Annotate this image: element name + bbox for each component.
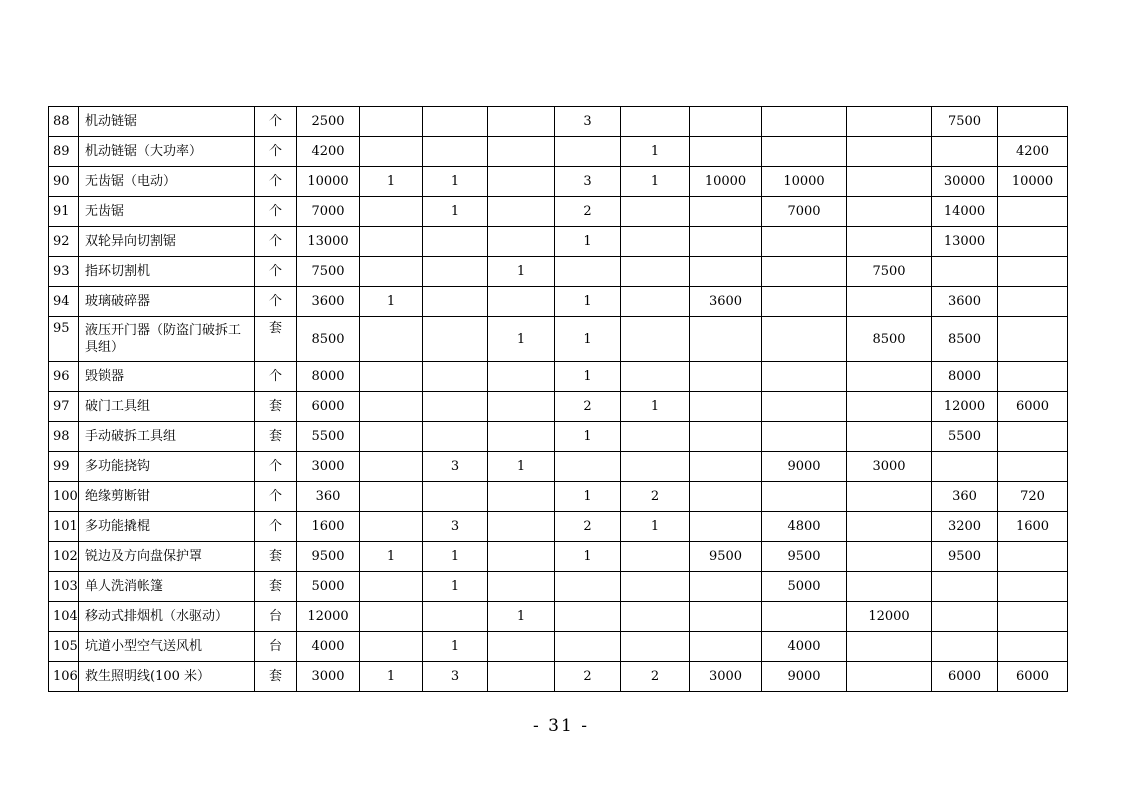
unit-price-cell: 8500 — [297, 317, 360, 362]
amount-cell — [690, 257, 762, 287]
quantity-cell — [360, 137, 423, 167]
unit-price-cell: 3000 — [297, 452, 360, 482]
amount-cell — [847, 167, 932, 197]
table-row — [49, 317, 1068, 362]
equipment-name: 多功能挠钩 — [79, 452, 255, 482]
quantity-cell — [360, 257, 423, 287]
equipment-table-body — [49, 107, 1068, 692]
amount-cell — [690, 632, 762, 662]
table-row — [49, 632, 1068, 662]
amount-cell — [690, 137, 762, 167]
equipment-name: 移动式排烟机（水驱动） — [79, 602, 255, 632]
quantity-cell — [360, 197, 423, 227]
quantity-cell — [488, 482, 555, 512]
quantity-cell: 1 — [423, 197, 488, 227]
quantity-cell — [488, 197, 555, 227]
quantity-cell — [423, 137, 488, 167]
quantity-cell — [423, 602, 488, 632]
amount-cell — [847, 137, 932, 167]
amount-cell: 7500 — [847, 257, 932, 287]
quantity-cell: 2 — [555, 197, 621, 227]
quantity-cell: 2 — [555, 662, 621, 692]
amount-cell — [932, 572, 998, 602]
quantity-cell: 1 — [621, 137, 690, 167]
equipment-name: 液压开门器（防盗门破拆工具组） — [79, 317, 255, 362]
quantity-cell — [423, 392, 488, 422]
quantity-cell — [488, 227, 555, 257]
amount-cell: 12000 — [847, 602, 932, 632]
amount-cell — [847, 227, 932, 257]
unit-cell: 套 — [255, 572, 297, 602]
amount-cell — [998, 317, 1068, 362]
equipment-name: 单人洗消帐篷 — [79, 572, 255, 602]
unit-price-cell: 3000 — [297, 662, 360, 692]
unit-cell: 个 — [255, 362, 297, 392]
unit-price-cell: 2500 — [297, 107, 360, 137]
amount-cell: 6000 — [932, 662, 998, 692]
unit-price-cell: 4000 — [297, 632, 360, 662]
table-row — [49, 137, 1068, 167]
amount-cell — [690, 602, 762, 632]
quantity-cell — [423, 362, 488, 392]
equipment-name: 救生照明线(100 米） — [79, 662, 255, 692]
equipment-name: 无齿锯 — [79, 197, 255, 227]
amount-cell: 360 — [932, 482, 998, 512]
quantity-cell — [621, 572, 690, 602]
unit-cell: 套 — [255, 422, 297, 452]
amount-cell: 10000 — [690, 167, 762, 197]
amount-cell: 4800 — [762, 512, 847, 542]
quantity-cell — [488, 572, 555, 602]
unit-cell: 套 — [255, 317, 297, 362]
equipment-name: 无齿锯（电动） — [79, 167, 255, 197]
amount-cell — [690, 392, 762, 422]
quantity-cell: 1 — [621, 167, 690, 197]
unit-cell: 个 — [255, 452, 297, 482]
unit-price-cell: 7000 — [297, 197, 360, 227]
equipment-name: 多功能撬棍 — [79, 512, 255, 542]
quantity-cell: 2 — [555, 512, 621, 542]
quantity-cell: 1 — [360, 662, 423, 692]
amount-cell: 8500 — [847, 317, 932, 362]
amount-cell — [690, 317, 762, 362]
equipment-name: 毁锁器 — [79, 362, 255, 392]
equipment-name: 绝缘剪断钳 — [79, 482, 255, 512]
unit-cell: 套 — [255, 542, 297, 572]
quantity-cell — [555, 632, 621, 662]
quantity-cell: 1 — [555, 317, 621, 362]
amount-cell: 7500 — [932, 107, 998, 137]
amount-cell — [998, 632, 1068, 662]
table-row — [49, 512, 1068, 542]
quantity-cell — [423, 107, 488, 137]
unit-cell: 台 — [255, 632, 297, 662]
quantity-cell: 1 — [488, 452, 555, 482]
quantity-cell — [423, 227, 488, 257]
amount-cell: 8000 — [932, 362, 998, 392]
amount-cell — [762, 392, 847, 422]
amount-cell — [998, 602, 1068, 632]
amount-cell — [762, 137, 847, 167]
quantity-cell — [360, 482, 423, 512]
amount-cell — [762, 287, 847, 317]
amount-cell — [932, 137, 998, 167]
table-row — [49, 107, 1068, 137]
amount-cell: 9500 — [762, 542, 847, 572]
row-index: 100 — [49, 482, 79, 512]
amount-cell: 5500 — [932, 422, 998, 452]
amount-cell — [998, 572, 1068, 602]
row-index: 97 — [49, 392, 79, 422]
quantity-cell: 3 — [423, 512, 488, 542]
quantity-cell — [488, 662, 555, 692]
amount-cell — [998, 107, 1068, 137]
amount-cell: 3600 — [690, 287, 762, 317]
amount-cell — [762, 317, 847, 362]
quantity-cell: 1 — [488, 602, 555, 632]
amount-cell — [998, 287, 1068, 317]
unit-cell: 个 — [255, 137, 297, 167]
quantity-cell — [488, 632, 555, 662]
amount-cell: 13000 — [932, 227, 998, 257]
quantity-cell: 3 — [423, 662, 488, 692]
unit-cell: 个 — [255, 197, 297, 227]
quantity-cell — [423, 482, 488, 512]
amount-cell — [762, 227, 847, 257]
quantity-cell — [621, 362, 690, 392]
amount-cell — [762, 257, 847, 287]
page-number: - 31 - — [533, 716, 589, 736]
quantity-cell — [360, 452, 423, 482]
amount-cell — [762, 482, 847, 512]
equipment-name: 指环切割机 — [79, 257, 255, 287]
amount-cell: 3600 — [932, 287, 998, 317]
amount-cell — [998, 227, 1068, 257]
row-index: 99 — [49, 452, 79, 482]
table-row — [49, 602, 1068, 632]
unit-cell: 个 — [255, 482, 297, 512]
amount-cell — [847, 542, 932, 572]
row-index: 89 — [49, 137, 79, 167]
quantity-cell: 1 — [423, 542, 488, 572]
amount-cell: 5000 — [762, 572, 847, 602]
quantity-cell — [488, 392, 555, 422]
quantity-cell — [360, 512, 423, 542]
quantity-cell — [488, 422, 555, 452]
quantity-cell — [360, 362, 423, 392]
equipment-table — [48, 106, 1068, 692]
quantity-cell — [423, 287, 488, 317]
row-index: 98 — [49, 422, 79, 452]
unit-price-cell: 13000 — [297, 227, 360, 257]
quantity-cell — [488, 137, 555, 167]
quantity-cell: 1 — [555, 227, 621, 257]
amount-cell — [762, 422, 847, 452]
equipment-name: 机动链锯（大功率） — [79, 137, 255, 167]
equipment-name: 坑道小型空气送风机 — [79, 632, 255, 662]
quantity-cell: 1 — [555, 542, 621, 572]
quantity-cell — [360, 602, 423, 632]
amount-cell: 7000 — [762, 197, 847, 227]
amount-cell: 10000 — [762, 167, 847, 197]
amount-cell — [690, 362, 762, 392]
table-row — [49, 482, 1068, 512]
quantity-cell: 1 — [360, 167, 423, 197]
quantity-cell — [621, 197, 690, 227]
quantity-cell — [621, 542, 690, 572]
row-index: 96 — [49, 362, 79, 392]
quantity-cell: 1 — [488, 317, 555, 362]
amount-cell: 10000 — [998, 167, 1068, 197]
amount-cell — [690, 512, 762, 542]
amount-cell: 9500 — [932, 542, 998, 572]
quantity-cell: 1 — [555, 287, 621, 317]
quantity-cell: 1 — [555, 482, 621, 512]
quantity-cell — [360, 107, 423, 137]
quantity-cell — [555, 257, 621, 287]
quantity-cell: 1 — [555, 422, 621, 452]
quantity-cell — [488, 542, 555, 572]
amount-cell: 4200 — [998, 137, 1068, 167]
unit-price-cell: 7500 — [297, 257, 360, 287]
quantity-cell — [423, 422, 488, 452]
quantity-cell — [621, 287, 690, 317]
quantity-cell — [423, 257, 488, 287]
amount-cell: 6000 — [998, 392, 1068, 422]
quantity-cell — [488, 107, 555, 137]
table-row — [49, 452, 1068, 482]
unit-cell: 个 — [255, 227, 297, 257]
quantity-cell: 1 — [423, 572, 488, 602]
amount-cell — [932, 257, 998, 287]
unit-cell: 套 — [255, 392, 297, 422]
quantity-cell — [621, 602, 690, 632]
equipment-name: 玻璃破碎器 — [79, 287, 255, 317]
unit-cell: 个 — [255, 167, 297, 197]
amount-cell — [847, 632, 932, 662]
table-row — [49, 392, 1068, 422]
table-row — [49, 257, 1068, 287]
table-row — [49, 197, 1068, 227]
quantity-cell — [555, 572, 621, 602]
quantity-cell: 1 — [621, 512, 690, 542]
unit-cell: 个 — [255, 107, 297, 137]
amount-cell: 14000 — [932, 197, 998, 227]
row-index: 102 — [49, 542, 79, 572]
amount-cell — [847, 362, 932, 392]
quantity-cell — [621, 317, 690, 362]
table-row — [49, 227, 1068, 257]
unit-price-cell: 5500 — [297, 422, 360, 452]
quantity-cell — [360, 317, 423, 362]
quantity-cell — [555, 602, 621, 632]
amount-cell — [762, 107, 847, 137]
amount-cell — [690, 482, 762, 512]
amount-cell — [847, 482, 932, 512]
row-index: 93 — [49, 257, 79, 287]
quantity-cell: 3 — [555, 107, 621, 137]
row-index: 90 — [49, 167, 79, 197]
amount-cell — [932, 452, 998, 482]
unit-price-cell: 360 — [297, 482, 360, 512]
quantity-cell: 1 — [360, 542, 423, 572]
row-index: 105 — [49, 632, 79, 662]
unit-cell: 个 — [255, 287, 297, 317]
quantity-cell: 1 — [423, 632, 488, 662]
amount-cell: 8500 — [932, 317, 998, 362]
table-row — [49, 287, 1068, 317]
equipment-name: 锐边及方向盘保护罩 — [79, 542, 255, 572]
quantity-cell: 1 — [621, 392, 690, 422]
amount-cell: 12000 — [932, 392, 998, 422]
amount-cell — [762, 602, 847, 632]
quantity-cell — [360, 422, 423, 452]
quantity-cell: 2 — [621, 662, 690, 692]
amount-cell — [847, 512, 932, 542]
unit-price-cell: 5000 — [297, 572, 360, 602]
amount-cell: 6000 — [998, 662, 1068, 692]
row-index: 104 — [49, 602, 79, 632]
quantity-cell — [488, 167, 555, 197]
amount-cell — [998, 362, 1068, 392]
quantity-cell — [423, 317, 488, 362]
unit-cell: 个 — [255, 512, 297, 542]
row-index: 94 — [49, 287, 79, 317]
table-row — [49, 662, 1068, 692]
table-row — [49, 542, 1068, 572]
amount-cell: 3200 — [932, 512, 998, 542]
unit-price-cell: 6000 — [297, 392, 360, 422]
amount-cell: 9000 — [762, 662, 847, 692]
equipment-name: 破门工具组 — [79, 392, 255, 422]
amount-cell — [690, 107, 762, 137]
quantity-cell — [488, 362, 555, 392]
unit-price-cell: 9500 — [297, 542, 360, 572]
equipment-name: 机动链锯 — [79, 107, 255, 137]
quantity-cell — [621, 227, 690, 257]
quantity-cell — [621, 257, 690, 287]
amount-cell — [847, 662, 932, 692]
amount-cell — [847, 197, 932, 227]
amount-cell: 9000 — [762, 452, 847, 482]
quantity-cell — [621, 632, 690, 662]
quantity-cell — [621, 452, 690, 482]
quantity-cell — [555, 452, 621, 482]
unit-cell: 套 — [255, 662, 297, 692]
quantity-cell — [488, 287, 555, 317]
quantity-cell: 2 — [555, 392, 621, 422]
row-index: 101 — [49, 512, 79, 542]
row-index: 103 — [49, 572, 79, 602]
amount-cell — [847, 422, 932, 452]
amount-cell — [690, 572, 762, 602]
quantity-cell: 1 — [488, 257, 555, 287]
amount-cell — [847, 572, 932, 602]
quantity-cell: 1 — [555, 362, 621, 392]
row-index: 88 — [49, 107, 79, 137]
table-row — [49, 362, 1068, 392]
amount-cell — [690, 452, 762, 482]
quantity-cell — [621, 422, 690, 452]
amount-cell — [998, 197, 1068, 227]
quantity-cell: 2 — [621, 482, 690, 512]
amount-cell — [998, 542, 1068, 572]
amount-cell — [998, 452, 1068, 482]
amount-cell: 4000 — [762, 632, 847, 662]
row-index: 92 — [49, 227, 79, 257]
quantity-cell — [360, 227, 423, 257]
amount-cell: 1600 — [998, 512, 1068, 542]
table-row — [49, 422, 1068, 452]
unit-cell: 个 — [255, 257, 297, 287]
amount-cell — [847, 392, 932, 422]
row-index: 91 — [49, 197, 79, 227]
quantity-cell — [360, 632, 423, 662]
unit-price-cell: 3600 — [297, 287, 360, 317]
unit-price-cell: 1600 — [297, 512, 360, 542]
quantity-cell — [555, 137, 621, 167]
equipment-name: 双轮异向切割锯 — [79, 227, 255, 257]
table-row — [49, 572, 1068, 602]
quantity-cell: 1 — [360, 287, 423, 317]
amount-cell: 3000 — [847, 452, 932, 482]
amount-cell: 720 — [998, 482, 1068, 512]
quantity-cell — [621, 107, 690, 137]
quantity-cell: 1 — [423, 167, 488, 197]
amount-cell — [847, 107, 932, 137]
amount-cell — [998, 422, 1068, 452]
amount-cell: 30000 — [932, 167, 998, 197]
amount-cell — [932, 602, 998, 632]
amount-cell — [847, 287, 932, 317]
unit-price-cell: 12000 — [297, 602, 360, 632]
row-index: 95 — [49, 317, 79, 362]
unit-cell: 台 — [255, 602, 297, 632]
amount-cell — [998, 257, 1068, 287]
quantity-cell — [488, 512, 555, 542]
quantity-cell — [360, 392, 423, 422]
equipment-name: 手动破拆工具组 — [79, 422, 255, 452]
amount-cell: 3000 — [690, 662, 762, 692]
unit-price-cell: 10000 — [297, 167, 360, 197]
row-index: 106 — [49, 662, 79, 692]
amount-cell — [932, 632, 998, 662]
amount-cell — [690, 227, 762, 257]
quantity-cell: 3 — [555, 167, 621, 197]
amount-cell — [762, 362, 847, 392]
quantity-cell — [360, 572, 423, 602]
amount-cell: 9500 — [690, 542, 762, 572]
quantity-cell: 3 — [423, 452, 488, 482]
unit-price-cell: 4200 — [297, 137, 360, 167]
unit-price-cell: 8000 — [297, 362, 360, 392]
table-row — [49, 167, 1068, 197]
amount-cell — [690, 197, 762, 227]
amount-cell — [690, 422, 762, 452]
